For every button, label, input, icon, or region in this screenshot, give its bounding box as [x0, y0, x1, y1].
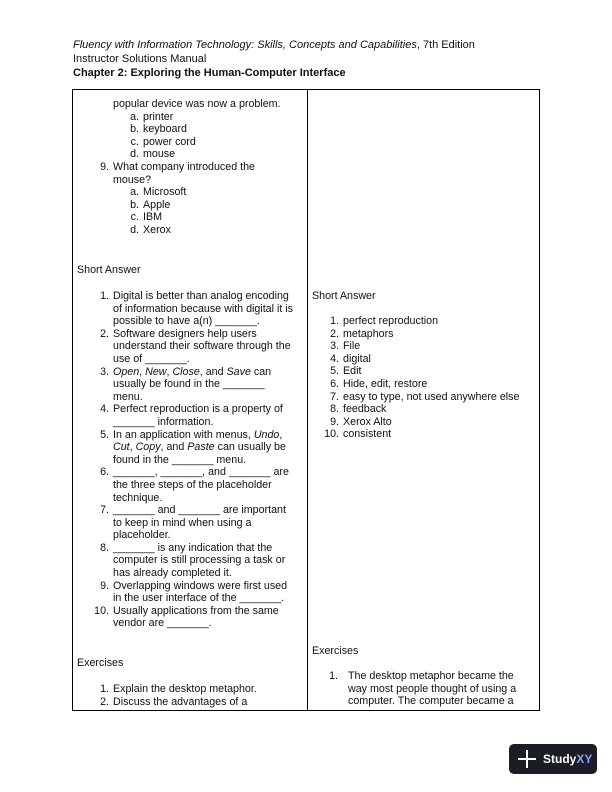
- answer: 10. consistent: [324, 428, 392, 441]
- answer: 9. Xerox Alto: [330, 415, 392, 428]
- option: d. Xerox: [130, 223, 171, 236]
- sa-question-4: 4. Perfect reproduction is a property of _______ information.: [100, 403, 283, 428]
- option: b. Apple: [130, 198, 171, 211]
- option: b. keyboard: [130, 123, 187, 136]
- plus-icon: [518, 750, 536, 768]
- answer: 3. File: [330, 340, 361, 353]
- short-answer-questions: [73, 290, 307, 630]
- option: a. Microsoft: [130, 186, 187, 199]
- page-header: [73, 38, 573, 80]
- sa-question-6: 6. _______, _______, and _______ are the three steps of the placeholder technique.: [100, 466, 289, 504]
- short-answer-heading: Short Answer: [77, 264, 141, 276]
- exercise-answers: [308, 670, 540, 708]
- option: c. IBM: [130, 211, 163, 224]
- exercise-answer-1: 1. The desktop metaphor became the way most people thought of using a computer. The computer became a: [329, 670, 517, 708]
- edition: , 7th Edition: [416, 39, 475, 51]
- sa-question-2: 2. Software designers help users understand their software through the use of _______.: [100, 327, 291, 365]
- option: c. power cord: [130, 135, 196, 148]
- sa-question-3: 3. Open, New, Close, and Save can usually be found in the _______ menu.: [100, 365, 272, 403]
- option: a. printer: [130, 110, 174, 123]
- exercise-1: 1. Explain the desktop metaphor.: [100, 683, 257, 695]
- answer: 7. easy to type, not used anywhere else: [330, 390, 520, 403]
- continuation-text: popular device was now a problem.: [113, 98, 281, 110]
- sa-question-1: 1. Digital is better than analog encoding of information because with digital it is possible to have a(n) _______.: [100, 290, 293, 328]
- answer: 1. perfect reproduction: [330, 315, 439, 327]
- exercises-heading: Exercises: [77, 657, 124, 669]
- question-continuation: [73, 98, 307, 237]
- exercise-answers-heading: Exercises: [312, 645, 359, 657]
- content-table: [72, 89, 540, 711]
- sa-question-7: 7. _______ and _______ are important to keep in mind when using a placeholder.: [100, 504, 286, 542]
- exercises-list: [73, 683, 307, 708]
- book-line: [73, 38, 573, 52]
- sa-question-8: 8. _______ is any indication that the computer is still processing a task or has already completed it.: [100, 541, 286, 580]
- answers-heading: Short Answer: [312, 290, 376, 302]
- answer: 2. metaphors: [330, 327, 394, 340]
- sa-question-5: 5. In an application with menus, Undo, Cut, Copy, and Paste can usually be found in the _______ menu.: [100, 428, 286, 466]
- sa-question-10: 10. Usually applications from the same vendor are _______.: [94, 604, 279, 630]
- question-9: 9. What company introduced the mouse?: [100, 160, 255, 186]
- studyxy-badge[interactable]: [509, 744, 597, 774]
- continuation-options: [73, 111, 307, 161]
- answer: 6. Hide, edit, restore: [330, 377, 428, 390]
- question-9-options: [73, 186, 307, 236]
- brand-name: StudyXY: [543, 752, 593, 766]
- exercise-2: 2. Discuss the advantages of a: [100, 695, 248, 708]
- manual-title: Instructor Solutions Manual: [73, 53, 207, 65]
- book-title: Fluency with Information Technology: Skills, Concepts and Capabilities: [73, 39, 417, 51]
- answer: 5. Edit: [330, 365, 362, 378]
- option: d. mouse: [130, 148, 176, 161]
- answer: 4. digital: [330, 352, 371, 365]
- answers-list: [308, 315, 540, 441]
- chapter-title: Chapter 2: Exploring the Human-Computer Interface: [73, 67, 346, 79]
- sa-question-9: 9. Overlapping windows were first used in the user interface of the _______.: [100, 579, 288, 605]
- answer: 8. feedback: [330, 403, 387, 416]
